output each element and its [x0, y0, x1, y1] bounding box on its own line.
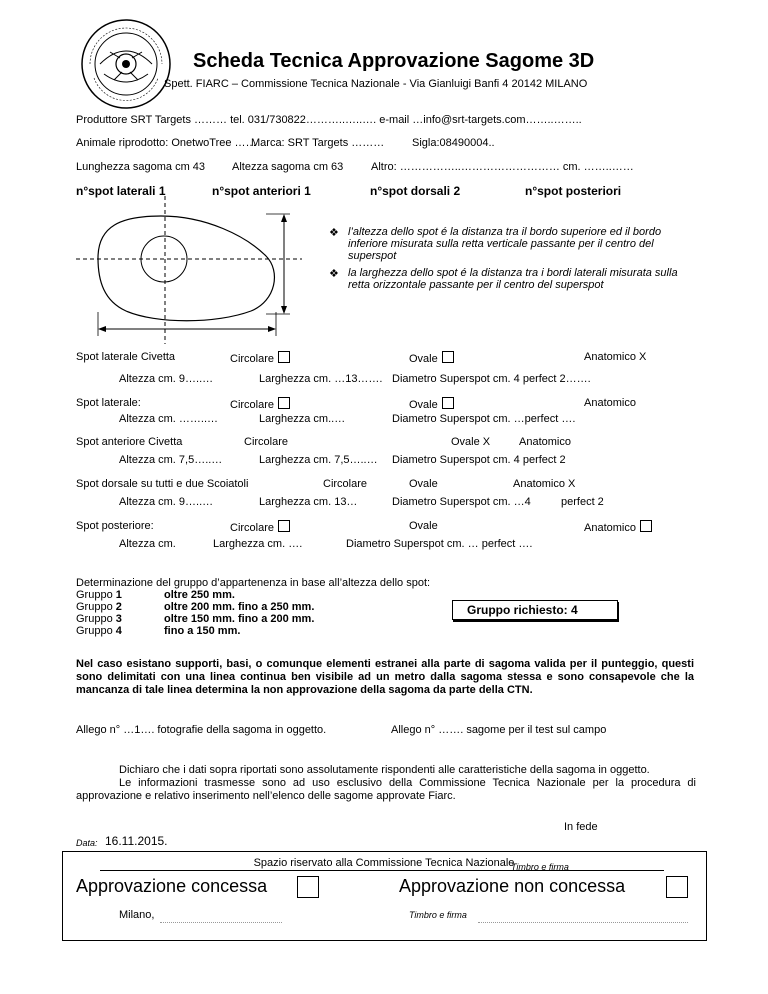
note-height: l’altezza dello spot é la distanza tra il bordo superiore ed il bordo inferiore misurata sulla retta verticale passante per il centro del superspot: [348, 226, 662, 262]
in-fede-label: In fede: [564, 821, 598, 833]
approval-denied-label: Approvazione non concessa: [399, 876, 626, 896]
circolare-option: Circolare: [230, 353, 275, 365]
lateral-spot-count: n°spot laterali 1: [76, 184, 166, 198]
length-line: Lunghezza sagoma cm 43: [76, 161, 206, 173]
anatomico-option: Anatomico: [519, 436, 571, 448]
support-warning: Nel caso esistano supporti, basi, o comunque elementi estranei alla parte di sagoma valida per il punteggio, questi sono delimitati con una linea continua ben visibile ad un metro dalla sagoma stessa e sono consapevole che la mancanza di tale linea determina la non approvazione della sagoma da parte della CTN.: [76, 658, 694, 696]
approval-granted-checkbox[interactable]: [297, 876, 319, 898]
spot-dorsal-label: Spot dorsale su tutti e due Scoiatoli: [76, 478, 249, 490]
ovale-option: Ovale: [409, 520, 438, 532]
anatomico-option: Anatomico: [584, 397, 636, 409]
groups-table: Gruppo 1 Gruppo 2 Gruppo 3 Gruppo 4: [76, 589, 122, 637]
circolare-checkbox[interactable]: [278, 351, 290, 363]
ctn-header-divider: [100, 870, 664, 871]
ctn-box-header: Spazio riservato alla Commissione Tecnica Nazionale: [253, 857, 515, 869]
anatomico-option: Anatomico X: [584, 351, 647, 363]
place-label: Milano,: [119, 909, 155, 921]
spot-diagram: [76, 196, 302, 346]
anatomico-option: Anatomico X: [513, 478, 576, 490]
date-value: 16.11.2015.: [105, 834, 168, 848]
superspot-diameter: Diametro Superspot cm. …4: [392, 496, 531, 508]
declaration-line-2: Le informazioni trasmesse sono ad uso esclusivo della Commissione Tecnica Nazionale per la procedura di approvazione e relativo inserimento nell’elenco delle sagome approvate Fiarc.: [76, 777, 696, 802]
circolare-checkbox[interactable]: [278, 520, 290, 532]
ovale-option: Ovale: [409, 353, 438, 365]
posterior-spot-count: n°spot posteriori: [525, 184, 622, 198]
spot-height: Altezza cm. 7,5…..…: [119, 454, 223, 466]
anterior-spot-count: n°spot anteriori 1: [212, 184, 311, 198]
attached-targets: Allego n° ……. sagome per il test sul campo: [391, 724, 607, 736]
circolare-option: Circolare: [244, 436, 289, 448]
attached-photos: Allego n° …1…. fotografie della sagoma in oggetto.: [76, 724, 327, 736]
spot-anterior-civetta-label: Spot anteriore Civetta: [76, 436, 183, 448]
note-width: la larghezza dello spot é la distanza tra i bordi laterali misurata sulla retta orizzontale passante per il centro del superspot: [348, 267, 678, 291]
producer-line: Produttore SRT Targets ……… tel. 031/730822………..…..…. e-mail …info@srt-targets.com……..……..: [76, 114, 582, 126]
dorsal-spot-count: n°spot dorsali 2: [370, 184, 461, 198]
spot-height: Altezza cm. ……..…: [119, 413, 219, 425]
declaration-line-1: Dichiaro che i dati sopra riportati sono assolutamente rispondenti alle caratteristiche della sagoma in oggetto.: [119, 764, 650, 776]
circolare-option: Circolare: [323, 478, 368, 490]
ctn-stamp-label: Timbro e firma: [409, 910, 467, 920]
circolare-checkbox[interactable]: [278, 397, 290, 409]
spot-lateral-civetta-label: Spot laterale Civetta: [76, 351, 176, 363]
spot-height: Altezza cm. 9…..…: [119, 373, 214, 385]
superspot-diameter: Diametro Superspot cm. 4 perfect 2: [392, 454, 566, 466]
ovale-checkbox[interactable]: [442, 397, 454, 409]
spot-height: Altezza cm.: [119, 538, 176, 550]
spot-width: Larghezza cm. 7,5…..…: [259, 454, 378, 466]
bullet-icon: ❖: [329, 268, 339, 280]
superspot-diameter: Diametro Superspot cm. … perfect ….: [346, 538, 533, 550]
anatomico-checkbox[interactable]: [640, 520, 652, 532]
ovale-option: Ovale X: [451, 436, 491, 448]
superspot-diameter: Diametro Superspot cm. 4 perfect 2…….: [392, 373, 591, 385]
date-label: Data:: [76, 838, 98, 848]
spot-height: Altezza cm. 9…..…: [119, 496, 214, 508]
brand-line: Marca: SRT Targets ………: [251, 137, 385, 149]
anatomico-option: Anatomico: [584, 522, 636, 534]
perfect-value: perfect 2: [561, 496, 604, 508]
place-date-field[interactable]: [160, 922, 282, 923]
code-line: Sigla:08490004..: [412, 137, 495, 149]
spot-width: Larghezza cm. 13…: [259, 496, 358, 508]
ovale-checkbox[interactable]: [442, 351, 454, 363]
spot-posterior-label: Spot posteriore:: [76, 520, 154, 532]
ovale-option: Ovale: [409, 478, 438, 490]
groups-intro: Determinazione del gruppo d’appartenenza in base all’altezza dello spot:: [76, 577, 431, 589]
groups-descriptions: oltre 250 mm. oltre 200 mm. fino a 250 mm. oltre 150 mm. fino a 200 mm. fino a 150 mm.: [164, 589, 315, 637]
approval-granted-label: Approvazione concessa: [76, 876, 268, 896]
approval-denied-checkbox[interactable]: [666, 876, 688, 898]
animal-line: Animale riprodotto: OnetwoTree ……: [76, 137, 257, 149]
ctn-signature-field[interactable]: [478, 922, 688, 923]
circolare-option: Circolare: [230, 522, 275, 534]
page-subtitle: Spett. FIARC – Commissione Tecnica Nazionale - Via Gianluigi Banfi 4 20142 MILANO: [164, 78, 588, 90]
spot-width: Larghezza cm. …13…….: [259, 373, 383, 385]
spot-width: Larghezza cm. ….: [213, 538, 303, 550]
superspot-diameter: Diametro Superspot cm. …perfect ….: [392, 413, 576, 425]
spot-lateral-label: Spot laterale:: [76, 397, 141, 409]
fiarc-seal-logo: [80, 18, 172, 110]
page-title: Scheda Tecnica Approvazione Sagome 3D: [193, 50, 595, 72]
requested-group-box: Gruppo richiesto: 4: [452, 600, 618, 620]
circolare-option: Circolare: [230, 399, 275, 411]
stamp-signature-label: Timbro e firma: [511, 862, 569, 872]
bullet-icon: ❖: [329, 227, 339, 239]
other-line: Altro: ……………..……………………… cm. ……..……: [371, 161, 634, 173]
height-line: Altezza sagoma cm 63: [232, 161, 344, 173]
spot-width: Larghezza cm..…: [259, 413, 346, 425]
ovale-option: Ovale: [409, 399, 438, 411]
